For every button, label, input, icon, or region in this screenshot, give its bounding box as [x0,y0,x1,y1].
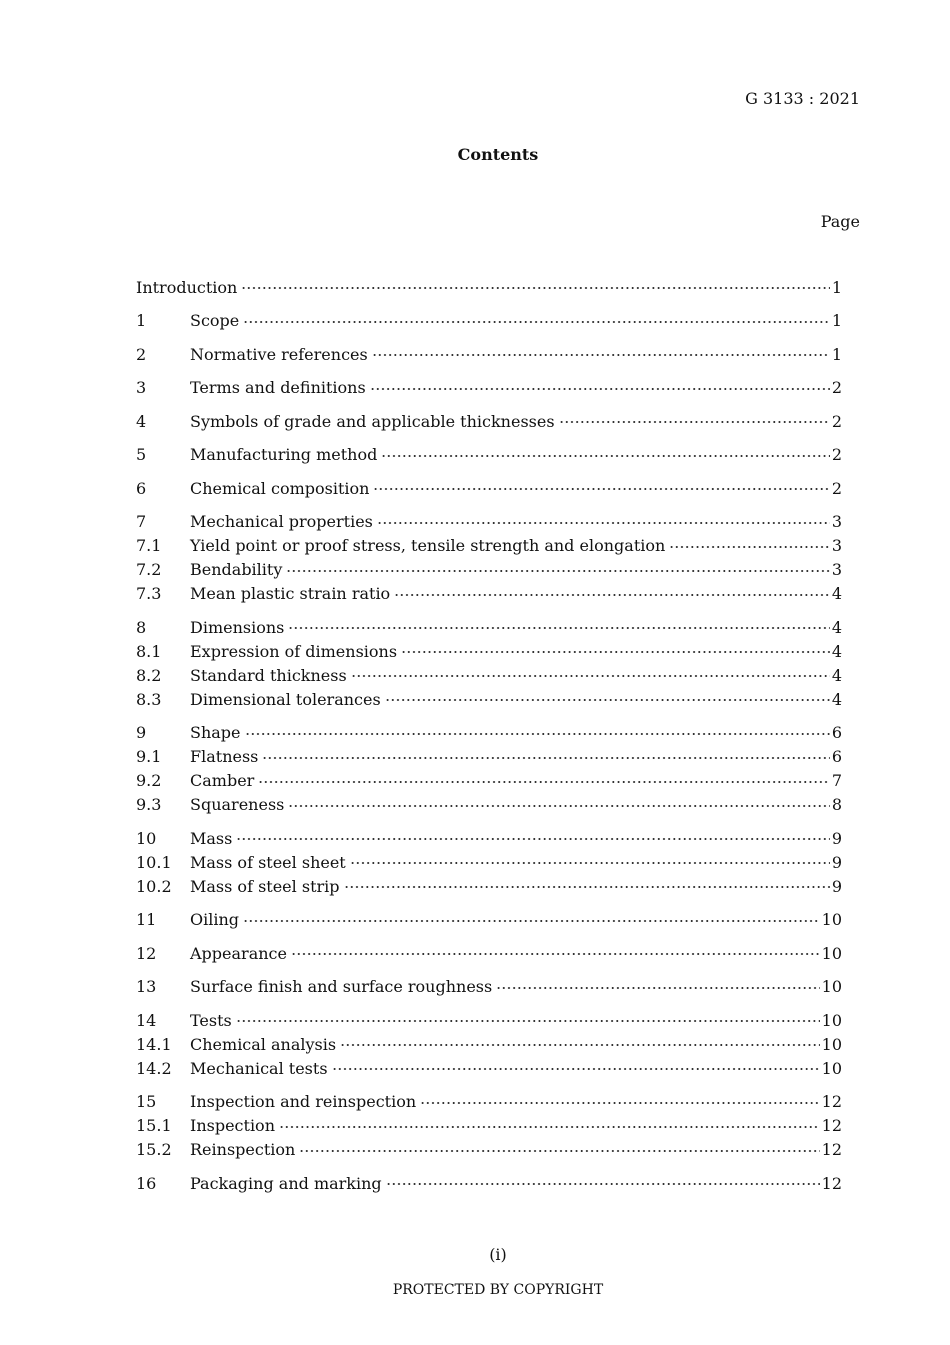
toc-entry[interactable] [136,342,842,366]
toc-entry[interactable] [136,409,842,433]
dot-leader [496,987,819,989]
toc-group [136,409,842,433]
toc-entry-number: 14 [136,1010,157,1030]
toc-entry-page: 3 [831,536,842,555]
toc-entry-title: Scope [190,311,240,330]
toc-entry[interactable] [136,793,842,817]
toc-entry-page: 8 [831,795,842,814]
dot-leader [377,522,830,524]
toc-group [136,826,842,898]
toc-entry[interactable] [136,1032,842,1056]
toc-entry[interactable] [136,687,842,711]
toc-entry-number: 9 [136,723,147,742]
toc-entry-page: 9 [831,828,842,848]
toc-entry-number: 11 [136,910,157,929]
toc-entry[interactable] [136,975,842,999]
toc-entry-title: Introduction [136,277,238,297]
copyright-notice: PROTECTED BY COPYRIGHT [392,1282,604,1298]
toc-entry-title: Standard thickness [190,665,347,685]
dot-leader [381,455,829,457]
toc-entry[interactable] [136,639,842,663]
toc-entry-page: 4 [831,584,842,603]
dot-leader [351,675,830,677]
toc-entry-number: 7 [136,512,147,531]
toc-entry-number: 9.3 [136,795,162,814]
toc-entry[interactable] [136,1114,842,1138]
dot-leader [420,1102,819,1104]
dot-leader [258,781,830,783]
page-column-heading: Page [820,212,860,231]
document-id: G 3133 : 2021 [745,89,860,108]
toc-entry-number: 3 [136,378,147,397]
toc-entry-title: Expression of dimensions [190,641,398,661]
toc-entry-title: Mechanical tests [190,1058,328,1078]
toc-group [136,476,842,500]
toc-entry-page: 2 [831,411,842,431]
toc-entry-title: Squareness [190,795,285,814]
toc-entry-number: 16 [136,1173,157,1193]
toc-entry-page: 1 [831,277,842,297]
toc-group [136,1090,842,1162]
toc-entry[interactable] [136,476,842,500]
toc-entry[interactable] [136,850,842,874]
toc-entry-page: 2 [831,445,842,464]
toc-entry-title: Mean plastic strain ratio [190,584,391,603]
dot-leader [669,546,830,548]
toc-entry[interactable] [136,874,842,898]
dot-leader [394,594,830,596]
dot-leader [385,699,830,701]
dot-leader [299,1150,819,1152]
toc-entry-page: 3 [831,512,842,531]
toc-entry-number: 14.2 [136,1058,172,1078]
toc-entry-page: 6 [831,747,842,766]
toc-entry[interactable] [136,1008,842,1032]
dot-leader [245,733,830,735]
contents-title: Contents [457,145,539,164]
toc-entry-number: 9.2 [136,771,162,790]
toc-entry[interactable] [136,534,842,558]
toc-entry-title: Packaging and marking [190,1173,382,1193]
toc-entry-title: Tests [190,1010,232,1030]
toc-group [136,721,842,817]
toc-entry-page: 4 [831,689,842,709]
toc-group [136,1008,842,1080]
dot-leader [291,953,820,955]
toc-entry-title: Symbols of grade and applicable thicknesses [190,411,555,431]
toc-group [136,443,842,467]
toc-entry-number: 15 [136,1092,157,1111]
toc-entry-page: 3 [831,560,842,579]
toc-entry[interactable] [136,376,842,400]
toc-entry-page: 12 [821,1173,842,1193]
dot-leader [243,321,830,323]
toc-entry-title: Mass of steel strip [190,876,340,896]
toc-entry[interactable] [136,1056,842,1080]
toc-entry[interactable] [136,275,842,299]
toc-entry[interactable] [136,1138,842,1162]
toc-entry-title: Chemical analysis [190,1034,337,1054]
toc-group [136,941,842,965]
toc-entry-number: 7.1 [136,536,162,555]
toc-entry-number: 10.2 [136,876,172,896]
toc-entry-title: Surface finish and surface roughness [190,977,493,996]
dot-leader [559,421,830,423]
toc-entry[interactable] [136,582,842,606]
toc-entry-title: Shape [190,723,241,742]
toc-entry-number: 9.1 [136,747,162,766]
toc-entry-page: 12 [821,1092,842,1111]
dot-leader [241,287,829,289]
toc-entry-page: 12 [821,1116,842,1135]
toc-entry-title: Mechanical properties [190,512,373,531]
toc-entry-number: 5 [136,445,147,464]
toc-entry-number: 15.2 [136,1140,172,1159]
dot-leader [340,1044,820,1046]
toc-entry-title: Camber [190,771,255,790]
dot-leader [279,1126,820,1128]
toc-entry-number: 8 [136,617,147,637]
dot-leader [344,886,830,888]
toc-entry[interactable] [136,826,842,850]
toc-entry-title: Mass [190,828,233,848]
toc-entry-title: Dimensions [190,617,285,637]
dot-leader [236,838,829,840]
toc-entry-number: 15.1 [136,1116,172,1135]
toc-entry-page: 7 [831,771,842,790]
toc-entry-number: 6 [136,478,147,498]
toc-entry-title: Terms and definitions [190,378,366,397]
toc-entry[interactable] [136,309,842,333]
toc-entry-title: Yield point or proof stress, tensile strength and elongation [190,536,666,555]
toc-entry-page: 4 [831,617,842,637]
dot-leader [332,1068,820,1070]
toc-entry[interactable] [136,663,842,687]
dot-leader [288,627,829,629]
toc-entry-title: Manufacturing method [190,445,378,464]
toc-entry-title: Bendability [190,560,283,579]
toc-entry-page: 6 [831,723,842,742]
toc-entry-number: 8.2 [136,665,162,685]
toc-entry-page: 10 [821,943,842,963]
dot-leader [288,805,829,807]
toc-group [136,309,842,333]
toc-entry-page: 10 [821,910,842,929]
dot-leader [386,1183,820,1185]
toc-entry-page: 9 [831,876,842,896]
toc-entry-page: 12 [821,1140,842,1159]
toc-entry-page: 4 [831,641,842,661]
toc-entry[interactable] [136,510,842,534]
toc-entry[interactable] [136,1090,842,1114]
dot-leader [373,488,829,490]
toc-group [136,908,842,932]
toc-entry[interactable] [136,443,842,467]
toc-entry[interactable] [136,558,842,582]
toc-group [136,975,842,999]
toc-entry-page: 4 [831,665,842,685]
toc-entry-title: Normative references [190,344,368,364]
toc-entry-title: Mass of steel sheet [190,852,346,872]
dot-leader [401,651,830,653]
toc-entry[interactable] [136,615,842,639]
toc-entry-title: Dimensional tolerances [190,689,381,709]
toc-group [136,510,842,606]
toc-entry-page: 1 [831,311,842,330]
dot-leader [350,862,830,864]
toc-entry-title: Inspection and reinspection [190,1092,417,1111]
toc-entry-page: 2 [831,478,842,498]
toc-entry-number: 2 [136,344,147,364]
toc-entry[interactable] [136,941,842,965]
toc-entry-number: 1 [136,311,147,330]
toc-entry-page: 9 [831,852,842,872]
toc-entry[interactable] [136,745,842,769]
dot-leader [286,570,829,572]
toc-entry-title: Inspection [190,1116,275,1135]
toc-entry-number: 13 [136,977,157,996]
toc-entry-number: 4 [136,411,147,431]
toc-group [136,376,842,400]
toc-entry-number: 8.1 [136,641,162,661]
toc-entry-page: 10 [821,1034,842,1054]
dot-leader [262,757,829,759]
toc-entry-number: 7.3 [136,584,162,603]
toc-group [136,342,842,366]
toc-group [136,275,842,299]
dot-leader [243,920,820,922]
toc-entry-number: 14.1 [136,1034,172,1054]
toc-entry[interactable] [136,908,842,932]
toc-entry-page: 1 [831,344,842,364]
toc-entry-number: 10.1 [136,852,172,872]
table-of-contents [136,275,842,1205]
toc-entry-title: Chemical composition [190,478,370,498]
footer-page-number: (i) [489,1245,507,1264]
toc-entry-number: 8.3 [136,689,162,709]
toc-entry-number: 10 [136,828,157,848]
toc-entry-title: Appearance [190,943,287,963]
dot-leader [370,388,830,390]
toc-entry-page: 10 [821,977,842,996]
toc-entry[interactable] [136,721,842,745]
toc-entry-number: 7.2 [136,560,162,579]
toc-entry-title: Reinspection [190,1140,296,1159]
toc-group [136,1171,842,1195]
toc-entry-page: 2 [831,378,842,397]
dot-leader [372,354,830,356]
toc-entry-number: 12 [136,943,157,963]
toc-entry-page: 10 [821,1010,842,1030]
toc-group [136,615,842,711]
toc-entry-page: 10 [821,1058,842,1078]
toc-entry-title: Flatness [190,747,259,766]
toc-entry[interactable] [136,1171,842,1195]
toc-entry-title: Oiling [190,910,240,929]
dot-leader [236,1020,820,1022]
toc-entry[interactable] [136,769,842,793]
